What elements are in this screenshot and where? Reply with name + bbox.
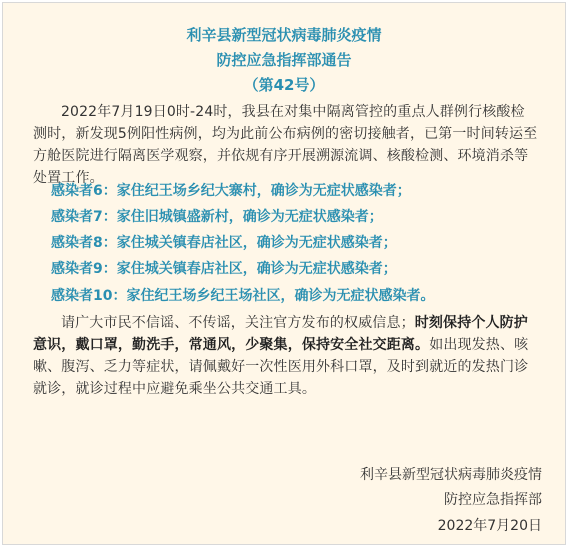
- case-item: 感染者9：家住城关镇春店社区，确诊为无症状感染者；: [51, 261, 397, 277]
- case-item: 感染者8：家住城关镇春店社区，确诊为无症状感染者；: [51, 235, 397, 251]
- case-item: 感染者7：家住旧城镇盛新村，确诊为无症状感染者；: [51, 209, 383, 225]
- notice-title-line2: 防控应急指挥部通告: [216, 51, 352, 69]
- case-item: 感染者6：家住纪王场乡纪大寨村，确诊为无症状感染者；: [51, 183, 411, 199]
- signature-org-line2: 防控应急指挥部: [444, 492, 542, 508]
- advice-text-emphasis: 时刻保持个人防护意识，戴口罩，勤洗手，常通风，少聚集，保持安全社交距离。: [33, 315, 528, 353]
- advice-text-part3: 如出现发热、咳嗽、腹泻、乏力等症状，请佩戴好一次性医用外科口罩，及时到就近的发热门诊就诊，就诊过程中应避免乘坐公共交通工具。: [33, 337, 529, 397]
- intro-paragraph: 2022年7月19日0时-24时，我县在对集中隔离管控的重点人群例行核酸检测时，新发现5例阳性病例，均为此前公布病例的密切接触者，已第一时间转运至方舱医院进行隔离医学观察，并依规有序开展溯源流调、核酸检测、环境消杀等处置工作。: [33, 104, 538, 186]
- advice-paragraph: [33, 312, 538, 400]
- signature-org-line1: 利辛县新型冠状病毒肺炎疫情: [360, 467, 542, 483]
- notice-title-line1: 利辛县新型冠状病毒肺炎疫情: [186, 26, 382, 44]
- notice-panel: [2, 2, 566, 545]
- signature-date: 2022年7月20日: [437, 518, 542, 534]
- case-item: 感染者10：家住纪王场乡纪王场社区，确诊为无症状感染者。: [51, 288, 435, 304]
- notice-number: （第42号）: [243, 76, 325, 94]
- advice-text-part1: 请广大市民不信谣、不传谣，关注官方发布的权威信息；: [61, 315, 415, 331]
